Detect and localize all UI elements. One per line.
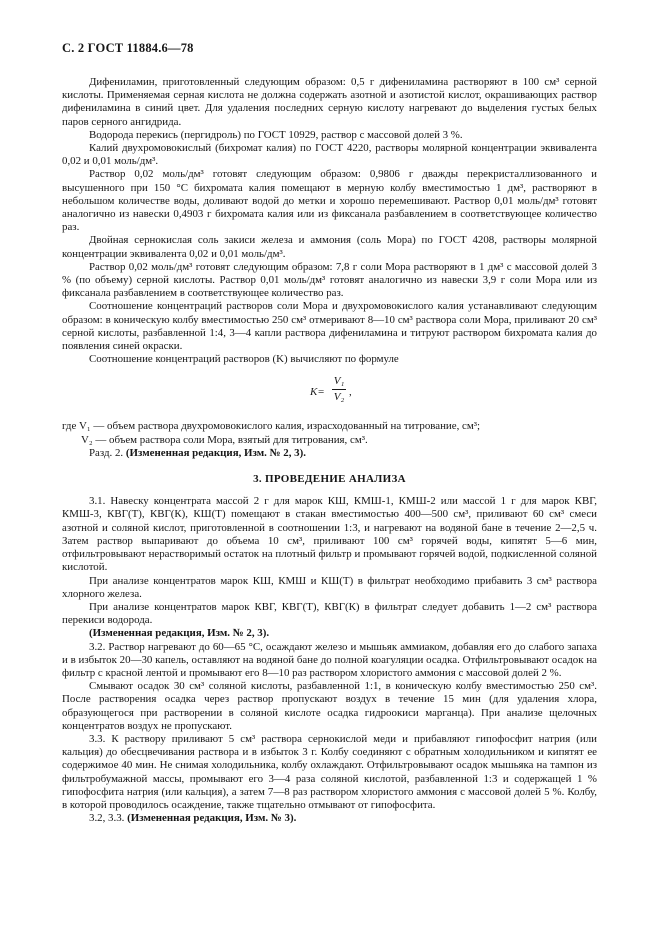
formula-numerator: V₁ <box>333 375 345 388</box>
paragraph-3-2: 3.2. Раствор нагревают до 60—65 °С, осаждают железо и мышьяк аммиаком, добавляя его до слабого запаха и в избыток 20—30 капель, оставляют на водяной бане до полной коагуляции осадка. Отфильтровывают осадок на фильтр с красной лентой и промывают его 8—10 раз раствором хлористого аммония с массовой долей 2 %. <box>62 640 597 679</box>
paragraph-mohr-preparation: Раствор 0,02 моль/дм³ готовят следующим образом: 7,8 г соли Мора растворяют в 1 дм³ с массовой долей 3 % (по объему) серной кислоты. Раствор 0,01 моль/дм³ готовят аналогично из навески 3,9 г соли Мора или из фиксанала разбавлением в соответствующее количество раз. <box>62 260 597 300</box>
definition-v1: где V₁ — объем раствора двухромовокислого калия, израсходованный на титрование, см³; <box>62 420 481 433</box>
paragraph-concentration-ratio: Соотношение концентраций растворов соли Мора и двухромовокислого калия устанавливают следующим образом: в коническую колбу вместимостью 250 см³ отмеривают 8—10 см³ раствора соли Мора, приливают 20 см³ серной кислоты, разбавленной 1:4, 3—4 капли раствора дифениламина и титруют раствором бихромата калия до появления синей окраски. <box>62 300 597 353</box>
paragraph-3-1: 3.1. Навеску концентрата массой 2 г для марок КШ, КМШ-1, КМШ-2 или массой 1 г для марок КВГ, КМШ-3, КВГ(Т), КВГ(К), КШ(Т) помещают в стакан вместимостью 400—500 см³, приливают 60 см³ смеси азотной и соляной кислот, приготовленной в соотношении 1:3, и нагревают на водяной бане в течение 2—2,5 ч. Затем раствор выпаривают до объема 10 см³, приливают 100 см³ горячей воды, кипятят 5—6 мин, отфильтровывают нерастворимый остаток на плотный фильтр и промывают горячей водой, подкисленной соляной кислотой. <box>62 495 597 574</box>
paragraph-mohr-salt: Двойная сернокислая соль закиси железа и аммония (соль Мора) по ГОСТ 4208, растворы молярной концентрации эквивалента 0,02 и 0,01 моль/дм³. <box>62 234 597 260</box>
paragraph-3-1-iron-chloride: При анализе концентратов марок КШ, КМШ и КШ(Т) в фильтрат необходимо прибавить 3 см³ раствора хлорного железа. <box>62 574 597 600</box>
revision-note-prefix: 3.2, 3.3. <box>89 812 125 825</box>
revision-note-text: (Измененная редакция, Изм. № 3). <box>127 812 297 825</box>
page-header: С. 2 ГОСТ 11884.6—78 <box>62 41 194 55</box>
paragraph-3-3: 3.3. К раствору приливают 5 см³ раствора сернокислой меди и прибавляют гипофосфит натрия (или кальция) до обесцвечивания раствора и в избыток 3 г. Колбу соединяют с обратным холодильником и кипятят ее содержимое 40 мин. Не снимая холодильника, колбу охлаждают. Отфильтровывают осадок мышьяка на тампон из фильтробумажной массы, промывают его 3—4 раза соляной кислотой, разбавленной 1:3 и содержащей 1 % гипофосфита натрия (или кальция), а затем 7—8 раз раствором хлористого аммония с массовой долей 5 %. Колбу, в которой проводилось осаждение, также тщательно отмывают от гипофосфита. <box>62 732 597 811</box>
paragraph-diphenylamine: Дифениламин, приготовленный следующим образом: 0,5 г дифениламина растворяют в 100 см³ серной кислоты. Применяемая серная кислота не должна содержать азотной и азотистой кислот, окрашивающих раствор дифениламина в синий цвет. Для удаления последних серную кислоту нагревают до выделения густых белых паров серного ангидрида. <box>62 76 597 128</box>
revision-note-3-1 <box>62 627 597 640</box>
paragraph-formula-intro: Соотношение концентраций растворов (K) вычисляют по формуле <box>89 353 399 366</box>
revision-note-3-2-3-3 <box>62 812 597 825</box>
fraction-bar <box>332 389 346 390</box>
paragraph-dichromate-preparation: Раствор 0,02 моль/дм³ готовят следующим образом: 0,9806 г дважды перекристаллизованного и высушенного при 150 °С бихромата калия помещают в мерную колбу вместимостью 1 дм³, растворяют в небольшом количестве воды, доливают водой до метки и хорошо перемешивают. Раствор 0,01 моль/дм³ готовят аналогично из навески 0,4903 г бихромата калия или из фиксанала разбавлением в соответствующее количество раз. <box>62 168 597 234</box>
formula-equals: = <box>318 386 325 399</box>
revision-note-section2 <box>62 447 597 460</box>
formula-fraction <box>332 375 346 404</box>
revision-note-prefix: Разд. 2. <box>89 446 124 459</box>
document-body <box>62 76 597 825</box>
formula-denominator: V₂ <box>333 391 345 404</box>
ratio-formula <box>62 373 597 411</box>
formula-lhs: K <box>310 386 318 399</box>
definition-v2: V₂ — объем раствора соли Мора, взятый для титрования, см³. <box>81 433 368 446</box>
revision-note-text: (Измененная редакция, Изм. № 2, 3). <box>125 446 306 459</box>
paragraph-3-2-dissolve: Смывают осадок 30 см³ соляной кислоты, разбавленной 1:1, в коническую колбу вместимостью 250 см³. После растворения осадка через раствор пропускают воздух в течение 15 мин (для удаления хлора, образующегося при растворении в соляной кислоте осадка гидроокиси марганца). При анализе щелочных концентратов воздух не пропускают. <box>62 680 597 732</box>
section-title: 3. ПРОВЕДЕНИЕ АНАЛИЗА <box>253 473 406 486</box>
revision-note-text: (Измененная редакция, Изм. № 2, 3). <box>89 627 270 640</box>
formula-comma: , <box>349 386 352 399</box>
paragraph-3-1-peroxide: При анализе концентратов марок КВГ, КВГ(Т), КВГ(К) в фильтрат следует добавить 1—2 см³ раствора перекиси водорода. <box>62 600 597 627</box>
paragraph-potassium-dichromate: Калий двухромовокислый (бихромат калия) по ГОСТ 4220, растворы молярной концентрации эквивалента 0,02 и 0,01 моль/дм³. <box>62 142 597 168</box>
paragraph-hydrogen-peroxide: Водорода перекись (пергидроль) по ГОСТ 10929, раствор с массовой долей 3 %. <box>89 128 463 141</box>
